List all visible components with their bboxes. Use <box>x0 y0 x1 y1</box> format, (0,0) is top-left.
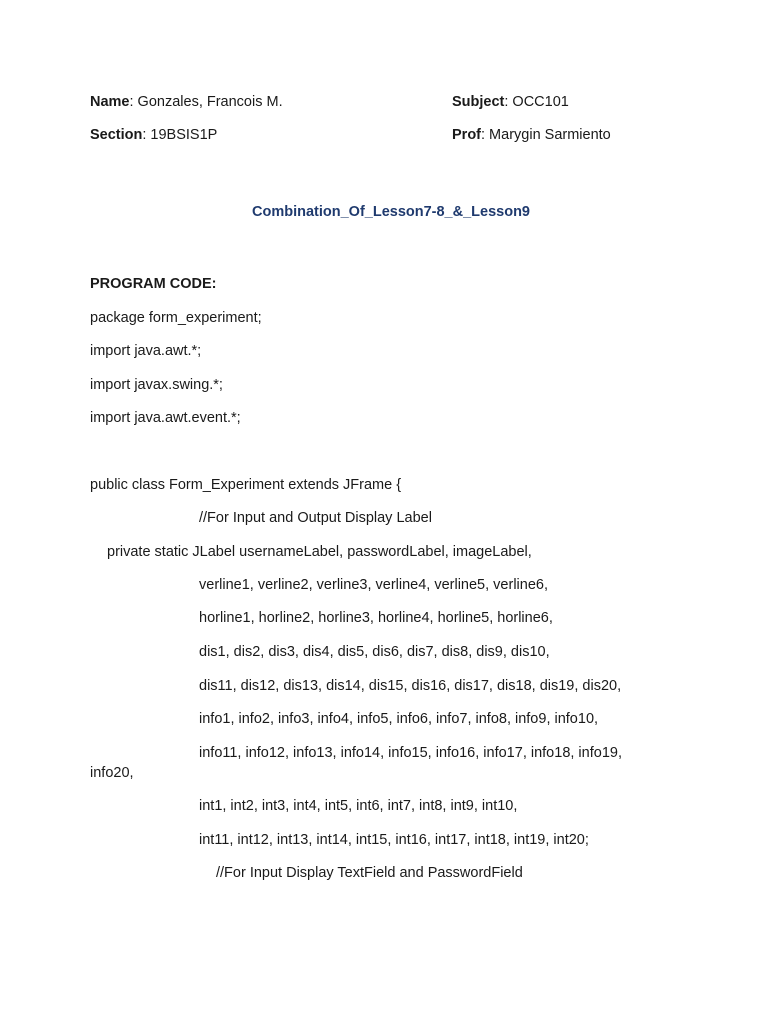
section-value: : 19BSIS1P <box>142 127 218 143</box>
code-line-package: package form_experiment; <box>90 310 262 326</box>
subject-label: Subject <box>452 94 505 110</box>
subject-field <box>452 93 569 111</box>
code-comment: //For Input Display TextField and PasswordField <box>216 865 523 881</box>
code-line-import: import javax.swing.*; <box>90 377 223 393</box>
code-line-info: info1, info2, info3, info4, info5, info6, info7, info8, info9, info10, <box>199 711 599 727</box>
prof-value: : Marygin Sarmiento <box>481 127 611 143</box>
name-value: : Gonzales, Francois M. <box>129 94 283 110</box>
document-title: Combination_Of_Lesson7-8_&_Lesson9 <box>252 204 530 220</box>
program-code-heading: PROGRAM CODE: <box>90 276 217 292</box>
code-line-verline: verline1, verline2, verline3, verline4, verline5, verline6, <box>199 577 548 593</box>
code-line-dis: dis11, dis12, dis13, dis14, dis15, dis16, dis17, dis18, dis19, dis20, <box>199 678 622 694</box>
code-line-dis: dis1, dis2, dis3, dis4, dis5, dis6, dis7, dis8, dis9, dis10, <box>199 644 550 660</box>
code-line-class-declaration: public class Form_Experiment extends JFrame { <box>90 477 402 493</box>
code-line-int: int11, int12, int13, int14, int15, int16, int17, int18, int19, int20; <box>199 832 589 848</box>
name-label: Name <box>90 94 130 110</box>
code-line-import: import java.awt.event.*; <box>90 410 241 426</box>
prof-label: Prof <box>452 127 481 143</box>
code-comment: //For Input and Output Display Label <box>199 510 432 526</box>
code-line-info-wrap: info20, <box>90 765 134 781</box>
section-label: Section <box>90 127 143 143</box>
name-field <box>90 93 283 111</box>
code-line-import: import java.awt.*; <box>90 343 202 359</box>
section-field <box>90 126 217 144</box>
code-line-info: info11, info12, info13, info14, info15, info16, info17, info18, info19, <box>199 745 622 761</box>
code-line-int: int1, int2, int3, int4, int5, int6, int7, int8, int9, int10, <box>199 798 518 814</box>
subject-value: : OCC101 <box>504 94 569 110</box>
code-line-field-declaration: private static JLabel usernameLabel, passwordLabel, imageLabel, <box>107 544 532 560</box>
code-line-horline: horline1, horline2, horline3, horline4, horline5, horline6, <box>199 610 553 626</box>
prof-field <box>452 126 611 144</box>
